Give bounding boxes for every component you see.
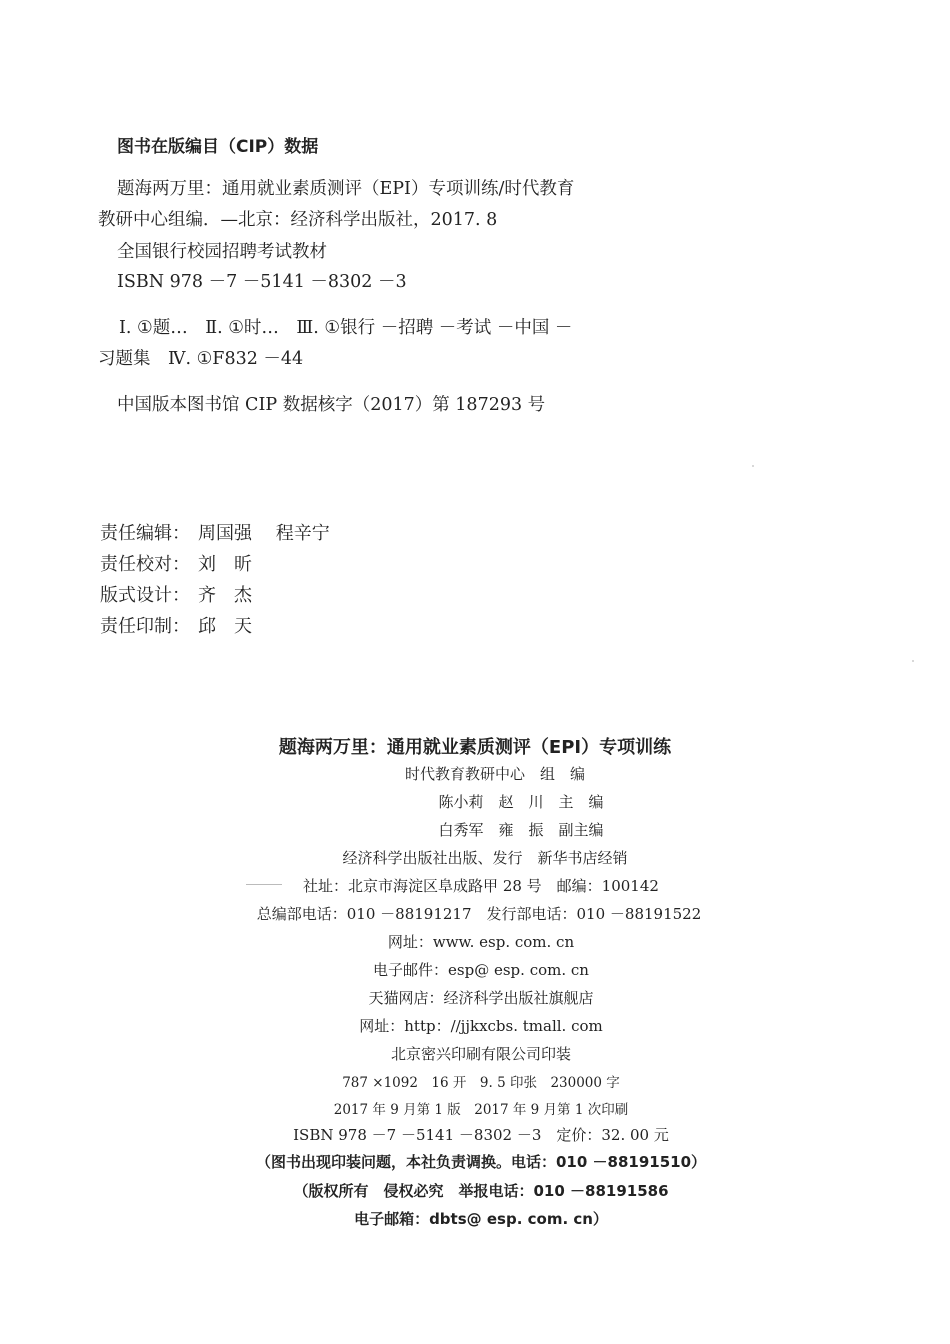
staff-value: 齐 杰 [198, 585, 252, 606]
colophon-tmall-url: 网址：http：//jjkxcbs. tmall. com [359, 1017, 603, 1035]
cip-heading: 图书在版编目（CIP）数据 [117, 137, 319, 157]
scan-speck [912, 660, 914, 662]
cip-title-line2: 教研中心组编．—北京：经济科学出版社，2017. 8 [98, 210, 498, 230]
staff-label: 责任编辑： [100, 523, 190, 544]
staff-row [100, 612, 252, 638]
cip-subjects-line2: 习题集 Ⅳ. ①F832 －44 [98, 349, 304, 369]
staff-label: 版式设计： [100, 585, 190, 606]
staff-row [100, 550, 252, 576]
colophon-email: 电子邮件：esp@ esp. com. cn [373, 961, 589, 979]
colophon-website: 网址：www. esp. com. cn [387, 933, 575, 951]
colophon-address: 社址：北京市海淀区阜成路甲 28 号 邮编：100142 [303, 877, 659, 895]
colophon-editor: 陈小莉 赵 川 主 编 [438, 793, 604, 811]
staff-label: 责任校对： [100, 554, 190, 575]
staff-value: 周国强 程辛宁 [198, 523, 330, 544]
cip-title-line1: 题海两万里：通用就业素质测评（EPI）专项训练/时代教育 [117, 179, 575, 199]
colophon-title: 题海两万里：通用就业素质测评（EPI）专项训练 [278, 737, 672, 758]
colophon-isbn-price: ISBN 978 －7 －5141 －8302 －3 定价：32. 00 元 [293, 1126, 669, 1144]
cip-isbn: ISBN 978 －7 －5141 －8302 －3 [117, 272, 407, 292]
cip-series: 全国银行校园招聘考试教材 [117, 242, 327, 262]
staff-value: 刘 昕 [198, 554, 252, 575]
staff-value: 邱 天 [198, 616, 252, 637]
scan-speck [752, 465, 754, 467]
colophon-publisher: 经济科学出版社出版、发行 新华书店经销 [342, 849, 628, 867]
staff-row [100, 519, 330, 545]
colophon-specs: 787 ×1092 16 开 9. 5 印张 230000 字 [342, 1075, 620, 1091]
colophon-editor: 时代教育教研中心 组 编 [404, 765, 585, 783]
colophon-phones: 总编部电话：010 －88191217 发行部电话：010 －88191522 [256, 905, 702, 923]
cip-subjects-line1: Ⅰ. ①题… Ⅱ. ①时… Ⅲ. ①银行 －招聘 －考试 －中国 － [119, 318, 573, 338]
staff-row [100, 581, 252, 607]
cip-record-number: 中国版本图书馆 CIP 数据核字（2017）第 187293 号 [117, 395, 546, 415]
colophon-notice-copyright: （版权所有 侵权必究 举报电话：010 －88191586 [293, 1182, 669, 1200]
staff-label: 责任印制： [100, 616, 190, 637]
colophon-editor: 白秀军 雍 振 副主编 [438, 821, 604, 839]
colophon-printer: 北京密兴印刷有限公司印装 [390, 1045, 571, 1063]
colophon-tmall-store: 天猫网店：经济科学出版社旗舰店 [368, 989, 594, 1007]
colophon-notice-replacement: （图书出现印装问题，本社负责调换。电话：010 －88191510） [255, 1153, 707, 1171]
colophon-notice-email: 电子邮箱：dbts@ esp. com. cn） [354, 1210, 608, 1228]
colophon-edition: 2017 年 9 月第 1 版 2017 年 9 月第 1 次印刷 [333, 1102, 629, 1118]
